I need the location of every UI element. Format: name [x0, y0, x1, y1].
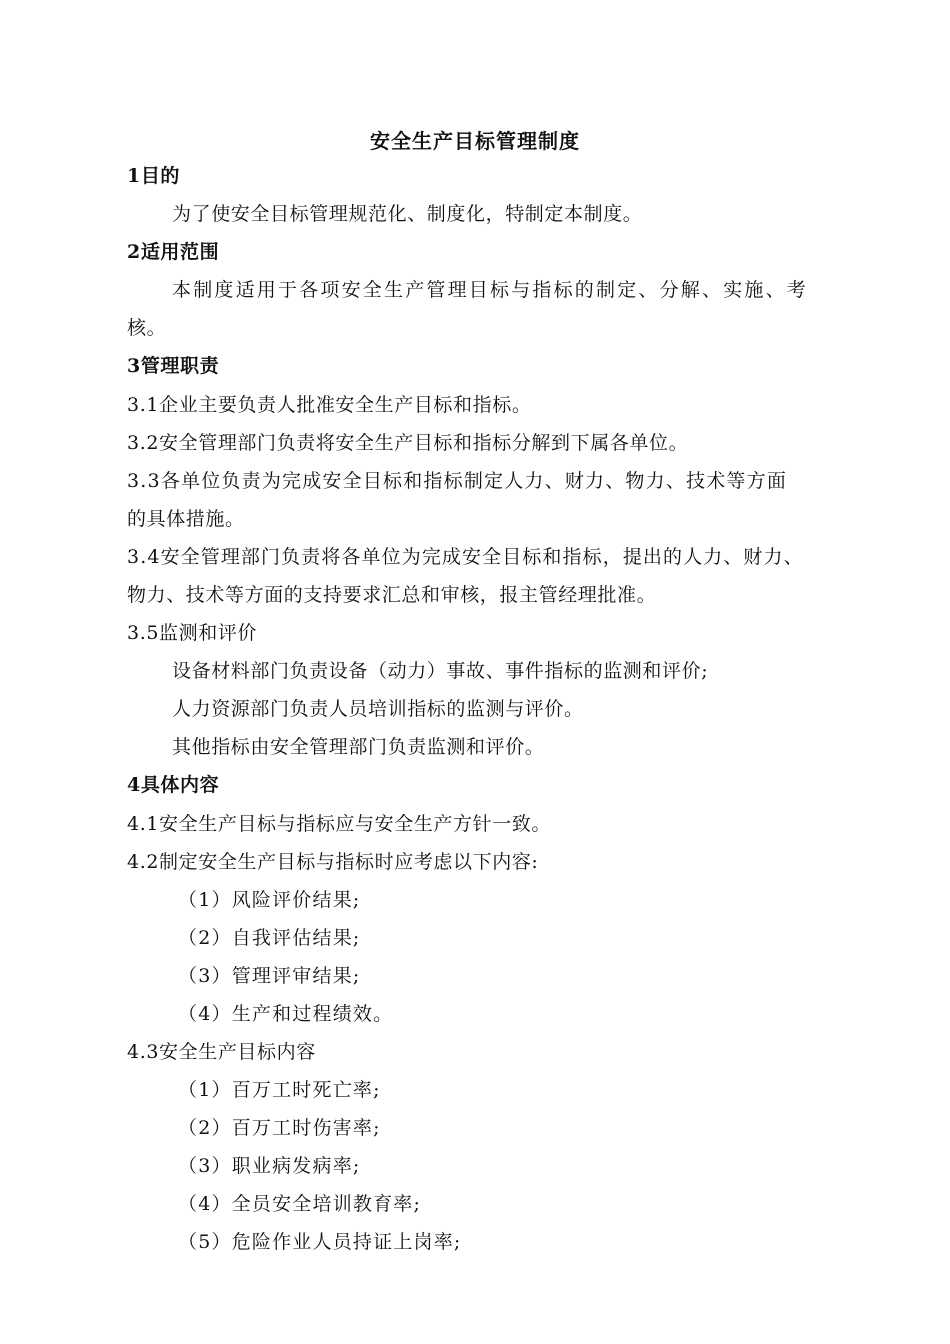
clause-4-2: 4.2制定安全生产目标与指标时应考虑以下内容:: [127, 851, 539, 873]
section-heading-purpose: 1目的: [127, 165, 181, 187]
scope-text-line1: 本制度适用于各项安全生产管理目标与指标的制定、分解、实施、考: [172, 279, 809, 301]
clause-3-3-line1: 3.3各单位负责为完成安全目标和指标制定人力、财力、物力、技术等方面: [127, 470, 788, 492]
clause-3-4-line1: 3.4安全管理部门负责将各单位为完成安全目标和指标，提出的人力、财力、: [127, 546, 804, 568]
clause-3-1: 3.1企业主要负责人批准安全生产目标和指标。: [127, 394, 532, 416]
target-item: （5）危险作业人员持证上岗率;: [178, 1231, 462, 1253]
consideration-item: （1）风险评价结果;: [178, 889, 361, 911]
clause-3-5: 3.5监测和评价: [127, 622, 258, 644]
clause-3-3-line2: 的具体措施。: [127, 508, 245, 530]
monitoring-item: 设备材料部门负责设备（动力）事故、事件指标的监测和评价;: [172, 660, 709, 682]
document-title: 安全生产目标管理制度: [370, 129, 580, 153]
purpose-text: 为了使安全目标管理规范化、制度化，特制定本制度。: [172, 203, 643, 225]
target-item: （3）职业病发病率;: [178, 1155, 361, 1177]
monitoring-item: 人力资源部门负责人员培训指标的监测与评价。: [172, 698, 584, 720]
section-heading-content: 4具体内容: [127, 774, 220, 796]
section-heading-responsibilities: 3管理职责: [127, 355, 220, 377]
scope-text-line2: 核。: [127, 317, 167, 339]
clause-4-3: 4.3安全生产目标内容: [127, 1041, 316, 1063]
consideration-item: （2）自我评估结果;: [178, 927, 361, 949]
target-item: （4）全员安全培训教育率;: [178, 1193, 422, 1215]
consideration-item: （3）管理评审结果;: [178, 965, 361, 987]
clause-3-4-line2: 物力、技术等方面的支持要求汇总和审核，报主管经理批准。: [127, 584, 657, 606]
clause-3-2: 3.2安全管理部门负责将安全生产目标和指标分解到下属各单位。: [127, 432, 689, 454]
target-item: （2）百万工时伤害率;: [178, 1117, 381, 1139]
target-item: （1）百万工时死亡率;: [178, 1079, 381, 1101]
section-heading-scope: 2适用范围: [127, 241, 220, 263]
monitoring-item: 其他指标由安全管理部门负责监测和评价。: [172, 736, 545, 758]
clause-4-1: 4.1安全生产目标与指标应与安全生产方针一致。: [127, 813, 552, 835]
consideration-item: （4）生产和过程绩效。: [178, 1003, 394, 1025]
